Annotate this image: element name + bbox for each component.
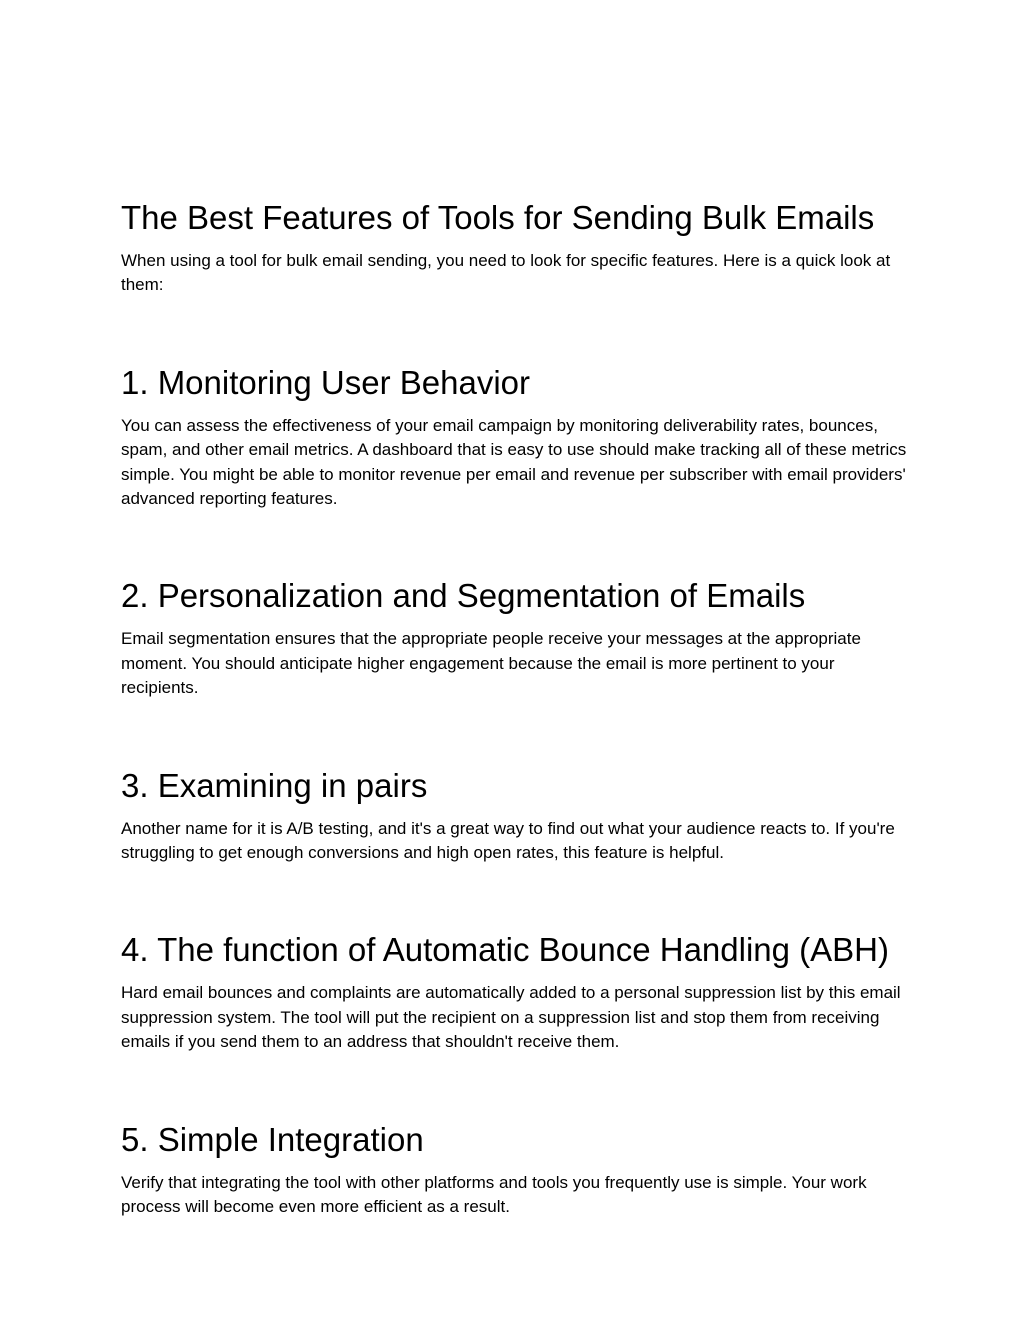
section-paragraph: Verify that integrating the tool with other platforms and tools you frequently use is simple. Your work process will become even more efficient as a result.: [121, 1172, 867, 1217]
section-simple-integration: [121, 1118, 911, 1220]
section-paragraph: You can assess the effectiveness of your email campaign by monitoring deliverability rates, bounces, spam, and other email metrics. A dashboard that is easy to use should make tracking all of these metrics simple. You might be able to monitor revenue per email and revenue per subscriber with email providers' advanced reporting features.: [121, 415, 907, 509]
section-heading: 3. Examining in pairs: [121, 766, 428, 804]
document-title: The Best Features of Tools for Sending Bulk Emails: [121, 199, 875, 236]
section-paragraph: Hard email bounces and complaints are automatically added to a personal suppression list by this email suppression system. The tool will put the recipient on a suppression list and stop them from receiving emails if you send them to an address that shouldn't receive them.: [121, 983, 901, 1052]
section-paragraph: Another name for it is A/B testing, and it's a great way to find out what your audience reacts to. If you're struggling to get enough conversions and high open rates, this feature is helpful.: [121, 818, 895, 863]
document-content: [121, 196, 911, 1220]
intro-block: [121, 196, 911, 298]
intro-paragraph: When using a tool for bulk email sending, you need to look for specific features. Here is a quick look at them:: [121, 251, 891, 295]
section-heading: 4. The function of Automatic Bounce Handling (ABH): [121, 931, 889, 969]
section-heading: 5. Simple Integration: [121, 1120, 424, 1158]
section-personalization-segmentation: [121, 574, 911, 700]
section-automatic-bounce-handling: [121, 928, 911, 1054]
section-monitoring-user-behavior: [121, 361, 911, 512]
section-heading: 1. Monitoring User Behavior: [121, 363, 531, 401]
section-examining-in-pairs: [121, 764, 911, 866]
section-paragraph: Email segmentation ensures that the appropriate people receive your messages at the appropriate moment. You should anticipate higher engagement because the email is more pertinent to your recipients.: [121, 629, 861, 698]
section-heading: 2. Personalization and Segmentation of Emails: [121, 577, 806, 615]
